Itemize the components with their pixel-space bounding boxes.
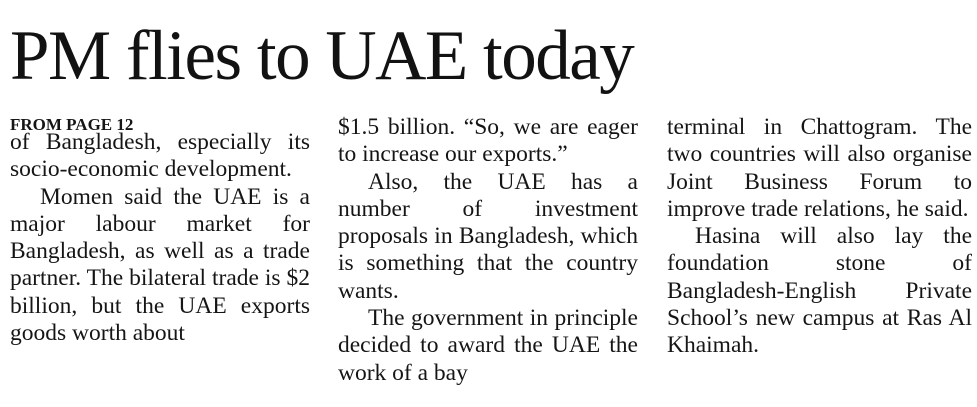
jump-kicker: FROM PAGE 12 bbox=[10, 115, 134, 134]
paragraph: Hasina will also lay the foundation stone of Bangladesh-English Private School’s new campus at Ras Al Khaimah. bbox=[667, 223, 972, 359]
paragraph: terminal in Chattogram. The two countries will also organise Joint Business Forum to improve trade relations, he said. bbox=[667, 114, 972, 222]
paragraph: $1.5 billion. “So, we are eager to increase our exports.” bbox=[338, 114, 638, 168]
article-column-3 bbox=[667, 114, 972, 360]
headline: PM flies to UAE today bbox=[10, 17, 634, 95]
paragraph: Momen said the UAE is a major labour market for Bangladesh, as well as a trade partner. The bilateral trade is $2 billion, but the UAE exports goods worth about bbox=[10, 183, 310, 347]
article-column-2 bbox=[338, 114, 638, 387]
paragraph: The government in principle decided to award the UAE the work of a bay bbox=[338, 305, 638, 386]
paragraph: of Bangladesh, especially its socio-economic development. bbox=[10, 129, 310, 183]
paragraph: Also, the UAE has a number of investment proposals in Bangladesh, which is something that the country wants. bbox=[338, 168, 638, 304]
article-column-1 bbox=[10, 114, 310, 347]
